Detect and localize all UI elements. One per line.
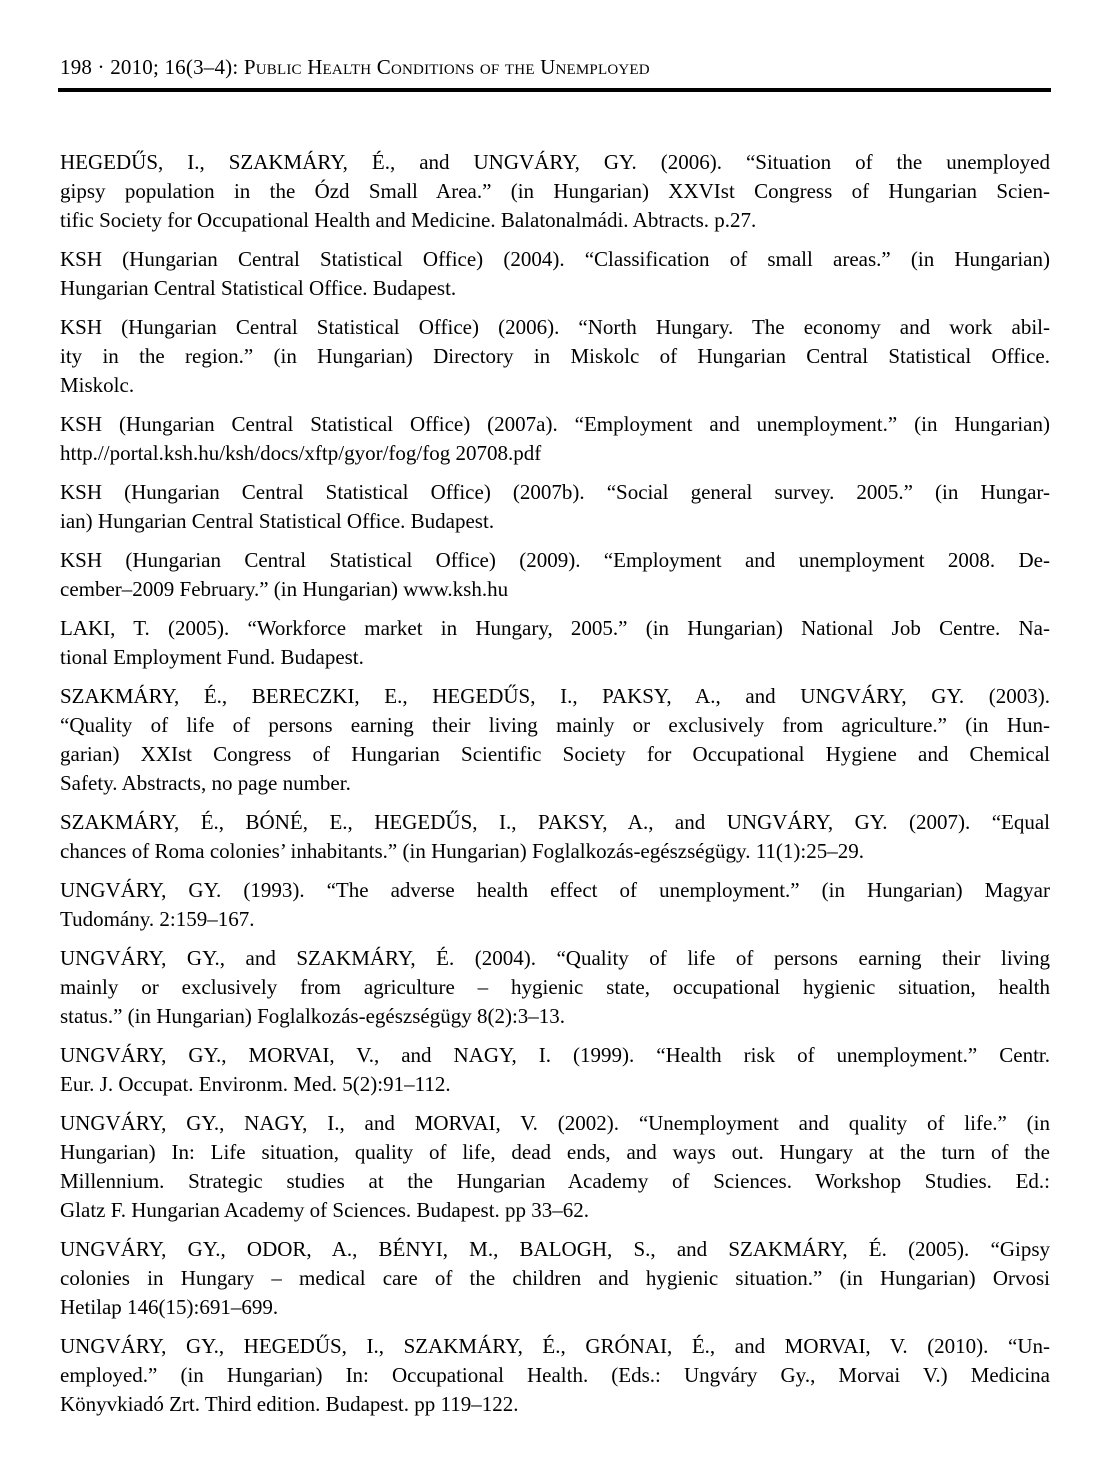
reference-line: UNGVÁRY, GY., MORVAI, V., and NAGY, I. (1999). “Health risk of unemployment.” Centr. (60, 1043, 1050, 1067)
header-rule (58, 88, 1051, 92)
reference-line: KSH (Hungarian Central Statistical Office) (2009). “Employment and unemployment 2008. De- (60, 548, 1050, 572)
reference-line: LAKI, T. (2005). “Workforce market in Hungary, 2005.” (in Hungarian) National Job Centre. Na- (60, 616, 1050, 640)
reference-entry (60, 478, 1050, 536)
reference-entry (60, 1109, 1050, 1225)
reference-line: Eur. J. Occupat. Environm. Med. 5(2):91–112. (60, 1072, 451, 1096)
page-header (60, 54, 1050, 92)
reference-entry (60, 313, 1050, 400)
reference-line: KSH (Hungarian Central Statistical Office) (2007a). “Employment and unemployment.” (in Hungarian) (60, 412, 1050, 436)
reference-line: UNGVÁRY, GY., ODOR, A., BÉNYI, M., BALOGH, S., and SZAKMÁRY, É. (2005). “Gipsy (60, 1237, 1050, 1261)
reference-line: Hetilap 146(15):691–699. (60, 1295, 279, 1319)
reference-line: http.//portal.ksh.hu/ksh/docs/xftp/gyor/fog/fog 20708.pdf (60, 441, 542, 465)
reference-line: HEGEDŰS, I., SZAKMÁRY, É., and UNGVÁRY, GY. (2006). “Situation of the unemployed (60, 150, 1050, 174)
reference-entry (60, 1041, 1050, 1099)
reference-entry (60, 148, 1050, 235)
reference-entry (60, 245, 1050, 303)
reference-entry (60, 614, 1050, 672)
reference-line: employed.” (in Hungarian) In: Occupational Health. (Eds.: Ungváry Gy., Morvai V.) Medicina (60, 1363, 1050, 1387)
reference-entry (60, 682, 1050, 798)
reference-entry (60, 410, 1050, 468)
reference-entry (60, 876, 1050, 934)
reference-line: status.” (in Hungarian) Foglalkozás-egészségügy 8(2):3–13. (60, 1004, 566, 1028)
journal-citation: 198 · 2010; 16(3–4): (60, 55, 244, 79)
reference-line: UNGVÁRY, GY., HEGEDŰS, I., SZAKMÁRY, É., GRÓNAI, É., and MORVAI, V. (2010). “Un- (60, 1334, 1050, 1358)
reference-line: Safety. Abstracts, no page number. (60, 771, 351, 795)
reference-line: garian) XXIst Congress of Hungarian Scientific Society for Occupational Hygiene and Chemical (60, 742, 1050, 766)
reference-entry (60, 808, 1050, 866)
reference-line: ian) Hungarian Central Statistical Office. Budapest. (60, 509, 495, 533)
reference-entry (60, 1235, 1050, 1322)
article-title: Public Health Conditions of the Unemployed (243, 55, 650, 79)
reference-line: Hungarian Central Statistical Office. Budapest. (60, 276, 457, 300)
reference-line: ity in the region.” (in Hungarian) Directory in Miskolc of Hungarian Central Statistical Office. (60, 344, 1050, 368)
reference-line: UNGVÁRY, GY. (1993). “The adverse health effect of unemployment.” (in Hungarian) Magyar (60, 878, 1050, 902)
reference-line: “Quality of life of persons earning their living mainly or exclusively from agriculture.” (in Hun- (60, 713, 1050, 737)
reference-line: tional Employment Fund. Budapest. (60, 645, 364, 669)
reference-line: SZAKMÁRY, É., BERECZKI, E., HEGEDŰS, I., PAKSY, A., and UNGVÁRY, GY. (2003). (60, 684, 1050, 708)
running-head (60, 54, 1050, 80)
reference-line: UNGVÁRY, GY., NAGY, I., and MORVAI, V. (2002). “Unemployment and quality of life.” (in (60, 1111, 1050, 1135)
reference-entry (60, 1332, 1050, 1419)
reference-entry (60, 944, 1050, 1031)
reference-line: SZAKMÁRY, É., BÓNÉ, E., HEGEDŰS, I., PAKSY, A., and UNGVÁRY, GY. (2007). “Equal (60, 810, 1050, 834)
reference-line: Hungarian) In: Life situation, quality of life, dead ends, and ways out. Hungary at the turn of the (60, 1140, 1050, 1164)
reference-line: Millennium. Strategic studies at the Hungarian Academy of Sciences. Workshop Studies. Ed.: (60, 1169, 1050, 1193)
reference-entry (60, 546, 1050, 604)
reference-line: chances of Roma colonies’ inhabitants.” (in Hungarian) Foglalkozás-egészségügy. 11(1):25–29. (60, 839, 864, 863)
reference-line: UNGVÁRY, GY., and SZAKMÁRY, É. (2004). “Quality of life of persons earning their living (60, 946, 1050, 970)
reference-line: cember–2009 February.” (in Hungarian) www.ksh.hu (60, 577, 509, 601)
reference-line: Tudomány. 2:159–167. (60, 907, 255, 931)
reference-line: Miskolc. (60, 373, 135, 397)
reference-line: Glatz F. Hungarian Academy of Sciences. Budapest. pp 33–62. (60, 1198, 590, 1222)
reference-line: mainly or exclusively from agriculture – hygienic state, occupational hygienic situation, health (60, 975, 1050, 999)
reference-line: KSH (Hungarian Central Statistical Office) (2006). “North Hungary. The economy and work abil- (60, 315, 1050, 339)
reference-line: KSH (Hungarian Central Statistical Office) (2004). “Classification of small areas.” (in Hungarian) (60, 247, 1050, 271)
reference-line: colonies in Hungary – medical care of the children and hygienic situation.” (in Hungarian) Orvosi (60, 1266, 1050, 1290)
reference-line: gipsy population in the Ózd Small Area.” (in Hungarian) XXVIst Congress of Hungarian Scien- (60, 179, 1050, 203)
reference-line: Könyvkiadó Zrt. Third edition. Budapest. pp 119–122. (60, 1392, 519, 1416)
references-list (60, 148, 1050, 1419)
reference-line: tific Society for Occupational Health and Medicine. Balatonalmádi. Abtracts. p.27. (60, 208, 757, 232)
reference-line: KSH (Hungarian Central Statistical Office) (2007b). “Social general survey. 2005.” (in Hungar- (60, 480, 1050, 504)
